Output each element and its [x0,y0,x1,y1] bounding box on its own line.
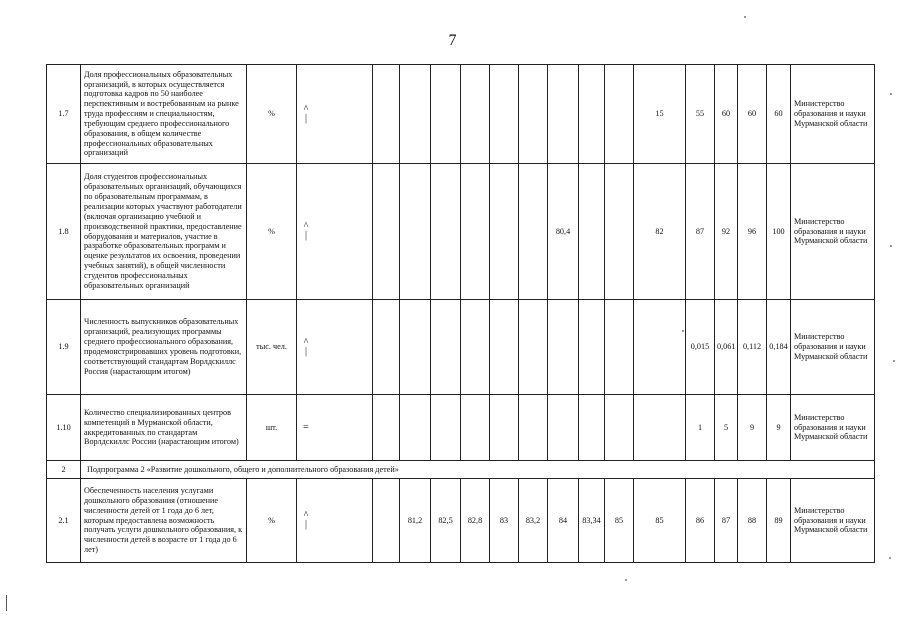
value-cell: 86 [686,479,715,563]
value-cell [490,300,519,395]
table-row [47,300,875,395]
value-cell [490,395,519,461]
value-cell [579,395,605,461]
scan-edge-mark [6,595,7,611]
value-cell: 5 [715,395,738,461]
trend-direction [297,65,373,164]
value-cell [548,300,579,395]
unit: шт. [247,395,297,461]
value-cell [579,164,605,300]
value-cell [431,300,461,395]
scan-speck [682,330,684,332]
responsible-org: Министерство образования и науки Мурманской области [791,479,875,563]
trend-direction [297,300,373,395]
value-cell: 60 [715,65,738,164]
value-cell [634,300,686,395]
value-cell: 87 [686,164,715,300]
value-cell [461,395,490,461]
value-cell [431,65,461,164]
value-cell: 85 [605,479,634,563]
value-cell [519,164,548,300]
row-number: 1.10 [47,395,81,461]
value-cell: 0,184 [767,300,791,395]
indicator-name: Доля профессиональных образовательных организаций, в которых осуществляется подготовка кадров по 50 наиболее перспективным и востребованным на рынке труда профессиям и специальностям, требующим среднего профессионального образования, в общем количестве профессиональных образовательных организаций [81,65,247,164]
value-cell: 55 [686,65,715,164]
value-cell [605,395,634,461]
value-cell: 85 [634,479,686,563]
value-cell [461,65,490,164]
responsible-org: Министерство образования и науки Мурманской области [791,395,875,461]
indicator-name: Обеспеченность населения услугами дошкольного образования (отношение численности детей от 1 года до 6 лет, которым предоставлена возможность получать услуги дошкольного образования, к численности детей в возрасте от 1 года до 6 лет) [81,479,247,563]
value-cell: 83,2 [519,479,548,563]
value-cell [548,65,579,164]
row-number: 1.9 [47,300,81,395]
value-cell [431,164,461,300]
value-cell [400,65,431,164]
value-cell [461,300,490,395]
value-cell [519,395,548,461]
value-cell [490,164,519,300]
value-cell [400,164,431,300]
indicator-name: Количество специализированных центров компетенций в Мурманской области, аккредитованных по стандартам Ворлдскиллс России (нарастающим итогом) [81,395,247,461]
responsible-org: Министерство образования и науки Мурманской области [791,300,875,395]
value-cell [519,65,548,164]
scan-speck [889,557,891,559]
responsible-org: Министерство образования и науки Мурманской области [791,164,875,300]
value-cell [373,65,400,164]
row-number: 1.7 [47,65,81,164]
unit: тыс. чел. [247,300,297,395]
scan-speck [890,93,892,95]
value-cell: 82,8 [461,479,490,563]
responsible-org: Министерство образования и науки Мурманской области [791,65,875,164]
trend-arrow-icon: ^ | [303,221,309,242]
value-cell: 89 [767,479,791,563]
value-cell: 83,34 [579,479,605,563]
value-cell [579,65,605,164]
scan-speck [744,16,746,18]
value-cell [373,300,400,395]
value-cell: 60 [767,65,791,164]
scan-speck [890,245,892,247]
value-cell: 83 [490,479,519,563]
page-number: 7 [448,32,457,49]
value-cell [605,164,634,300]
value-cell [605,300,634,395]
trend-direction [297,479,373,563]
value-cell [461,164,490,300]
value-cell: 92 [715,164,738,300]
trend-arrow-icon: ^ | [303,510,309,531]
value-cell [400,395,431,461]
indicators-table [46,64,875,563]
value-cell [431,395,461,461]
subprogram-row [47,461,875,479]
indicator-name: Доля студентов профессиональных образовательных организаций, обучающихся по образовательным программам, в реализации которых участвуют работодатели (включая организацию учебной и производственной практики, предоставление оборудования и материалов, участие в разработке образовательных программ и оценке результатов их освоения, проведении учебных занятий), в общей численности студентов профессиональных образовательных организаций [81,164,247,300]
value-cell: 100 [767,164,791,300]
value-cell [400,300,431,395]
value-cell [490,65,519,164]
unit: % [247,164,297,300]
value-cell: 1 [686,395,715,461]
value-cell: 15 [634,65,686,164]
value-cell: 96 [738,164,767,300]
value-cell: 60 [738,65,767,164]
trend-arrow-icon: ^ | [303,103,309,124]
value-cell [373,164,400,300]
value-cell [373,479,400,563]
table-row [47,164,875,300]
value-cell: 9 [738,395,767,461]
value-cell [634,395,686,461]
unit: % [247,479,297,563]
row-number: 2.1 [47,479,81,563]
value-cell: 88 [738,479,767,563]
value-cell [579,300,605,395]
value-cell: 9 [767,395,791,461]
value-cell: 0,061 [715,300,738,395]
value-cell: 87 [715,479,738,563]
row-number: 1.8 [47,164,81,300]
value-cell [605,65,634,164]
value-cell [519,300,548,395]
scan-speck [625,579,627,581]
subprogram-number: 2 [47,461,81,479]
unit: % [247,65,297,164]
value-cell: 82 [634,164,686,300]
value-cell: 81,2 [400,479,431,563]
value-cell [548,395,579,461]
value-cell: 82,5 [431,479,461,563]
indicator-name: Численность выпускников образовательных организаций, реализующих программы среднего профессионального образования, продемонстрировавших уровень подготовки, соответствующий стандартам Ворлдскиллс Россия (нарастающим итогом) [81,300,247,395]
value-cell: 84 [548,479,579,563]
scan-speck [893,360,895,362]
trend-arrow-icon: ^ | [303,336,309,357]
trend-arrow-icon: = [303,421,309,433]
value-cell: 0,015 [686,300,715,395]
value-cell [373,395,400,461]
value-cell: 80,4 [548,164,579,300]
subprogram-title: Подпрограмма 2 «Развитие дошкольного, общего и дополнительного образования детей» [81,461,875,479]
table-row [47,395,875,461]
table-row [47,65,875,164]
table-row [47,479,875,563]
trend-direction [297,395,373,461]
value-cell: 0,112 [738,300,767,395]
trend-direction [297,164,373,300]
